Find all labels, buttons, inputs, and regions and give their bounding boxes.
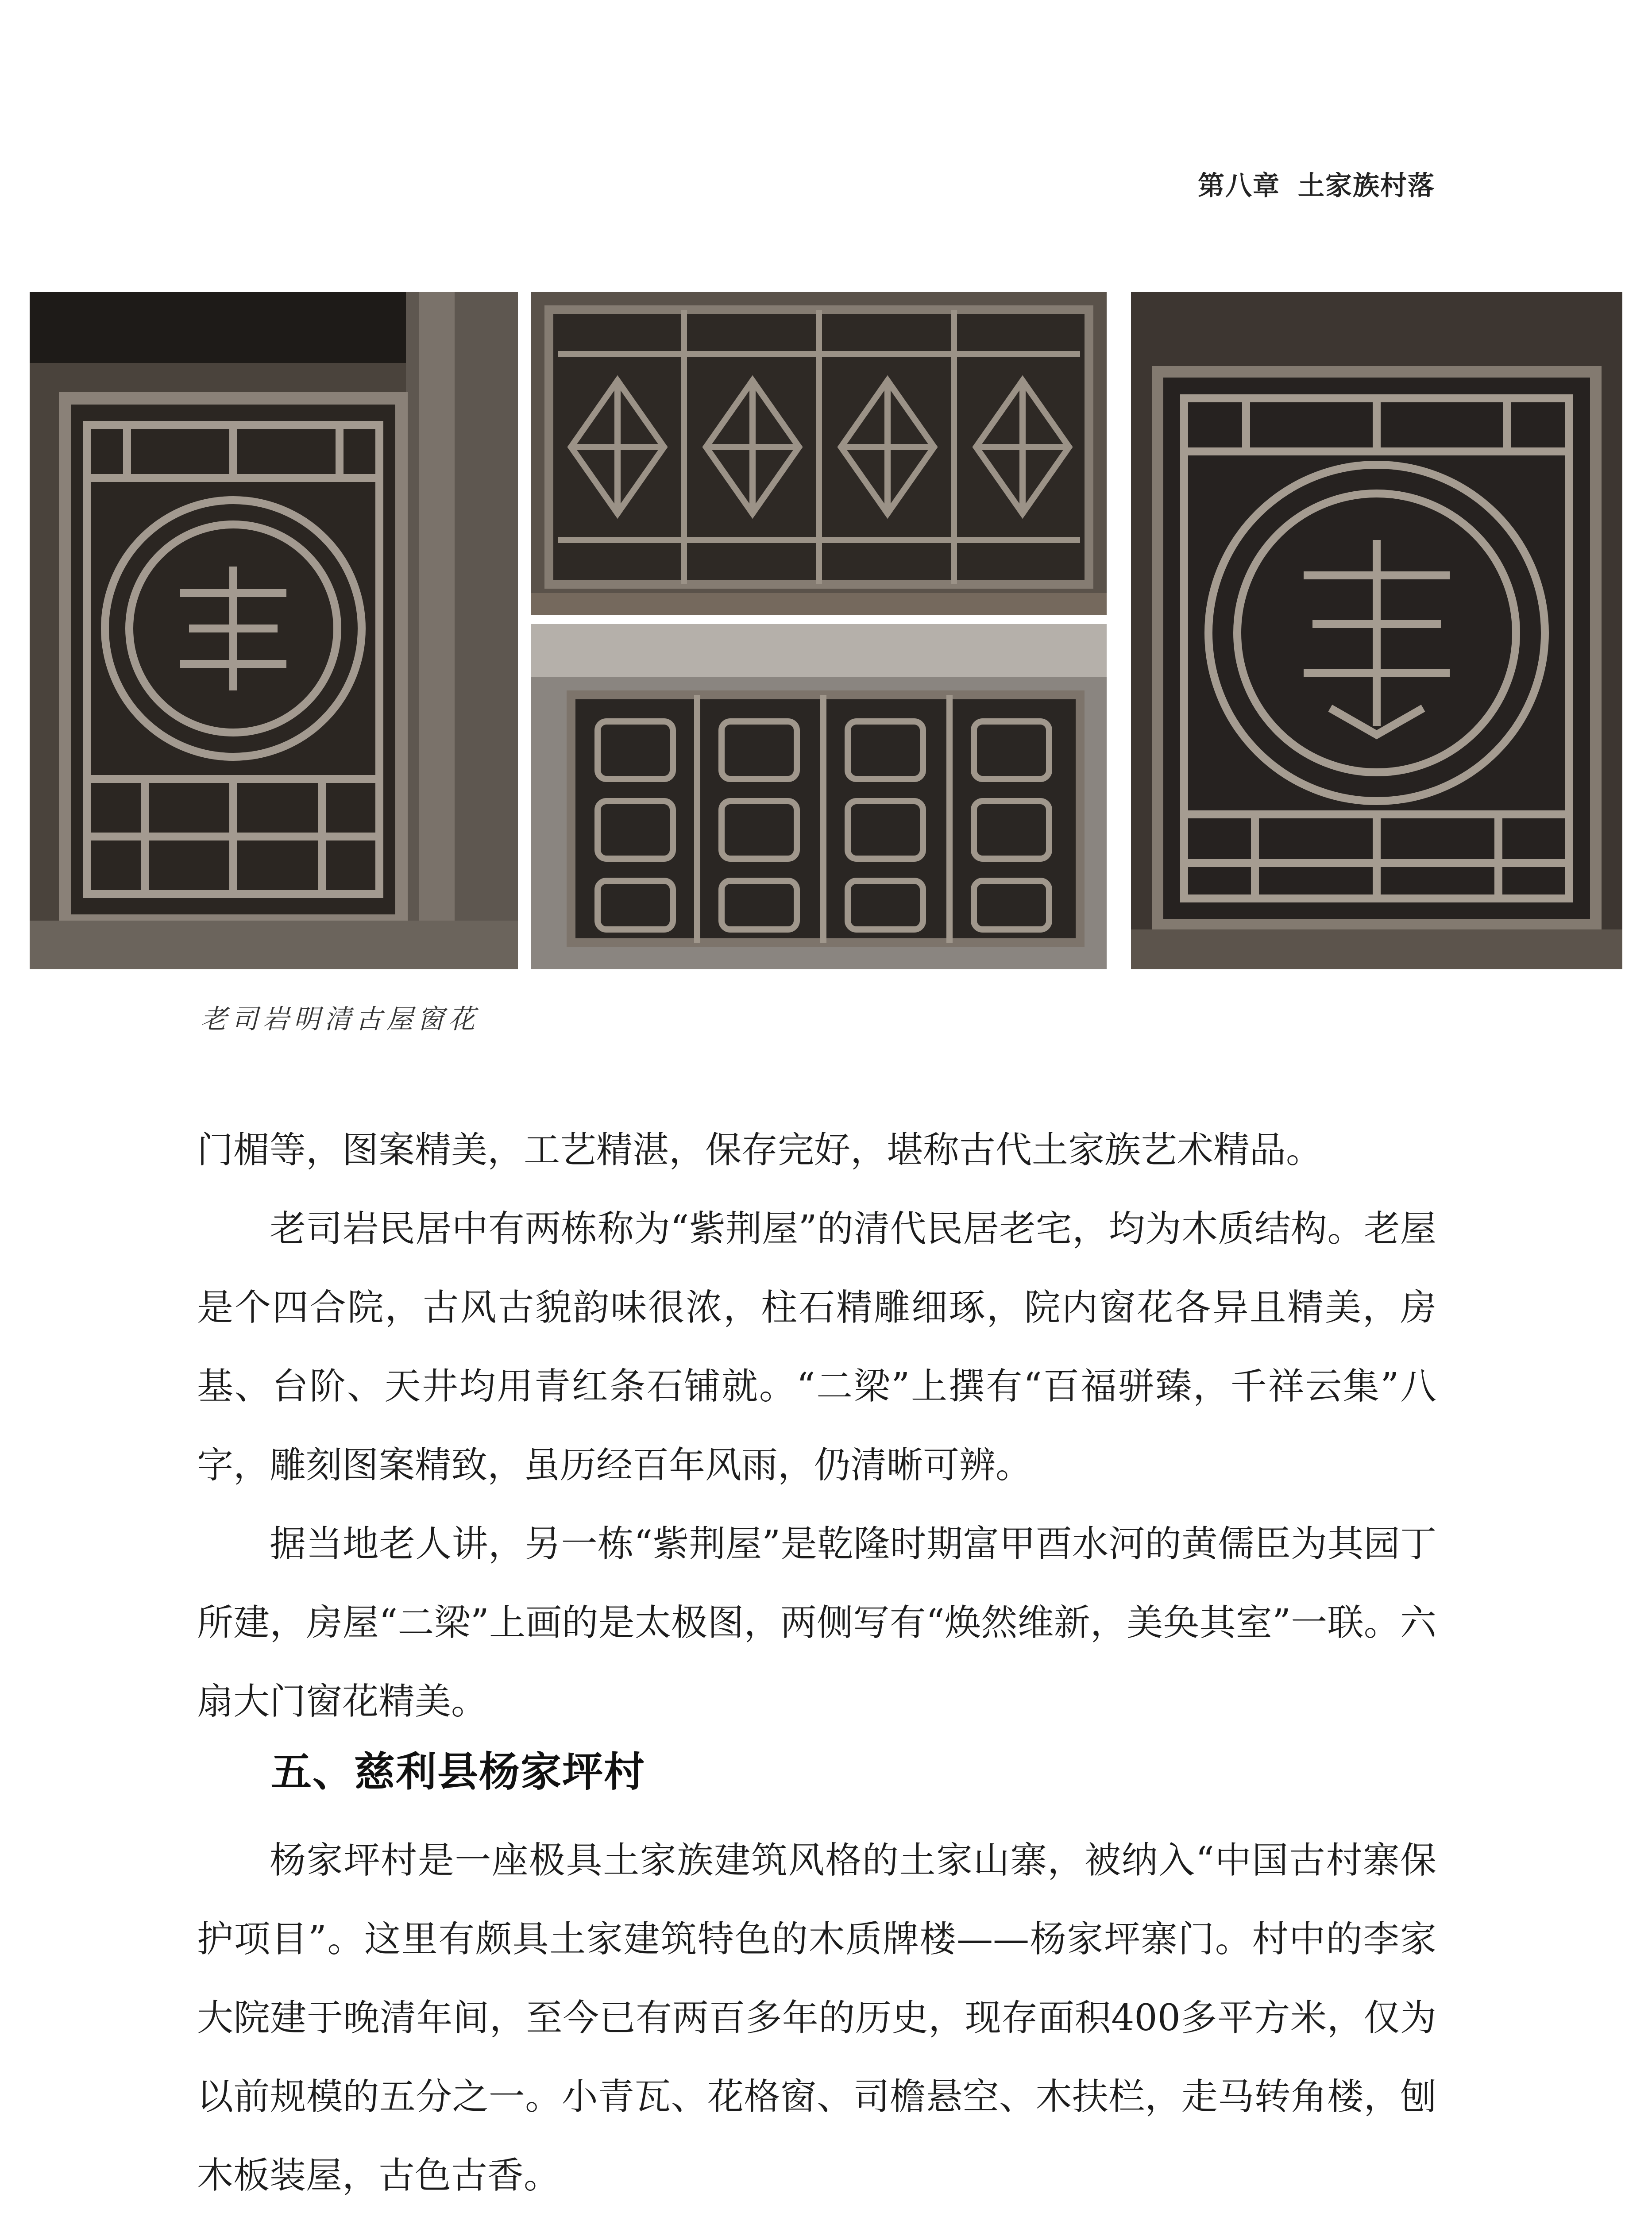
figure-caption: 老司岩明清古屋窗花 [201, 1004, 479, 1035]
lattice-window-round-shou-large-photo [1131, 292, 1622, 969]
lattice-window-four-panel-floral-photo [531, 292, 1107, 615]
paragraph-second-zijing-house: 据当地老人讲，另一栋“紫荆屋”是乾隆时期富甲酉水河的黄儒臣为其园丁所建，房屋“二梁”上画的是太极图，两侧写有“焕然维新，美奂其室”一联。六扇大门窗花精美。 [197, 1523, 1436, 1723]
paragraph-yangjiaping: 杨家坪村是一座极具土家族建筑风格的土家山寨，被纳入“中国古村寨保护项目”。这里有颇具土家建筑特色的木质牌楼——杨家坪寨门。村中的李家大院建于晚清年间，至今已有两百多年的历史，现存面积400多平方米，仅为以前规模的五分之一。小青瓦、花格窗、司檐悬空、木扶栏，走马转角楼，刨木板装屋，古色古香。 [197, 1839, 1436, 2197]
body-text-section [197, 1821, 1436, 2213]
paragraph-zijing-houses: 老司岩民居中有两栋称为“紫荆屋”的清代民居老宅，均为木质结构。老屋是个四合院，古风古貌韵味很浓，柱石精雕细琢，院内窗花各异且精美，房基、台阶、天井均用青红条石铺就。“二梁”上撰有“百福骈臻，千祥云集”八字，雕刻图案精致，虽历经百年风雨，仍清晰可辨。 [197, 1208, 1436, 1486]
chapter-label: 第八章 [1198, 170, 1280, 201]
lattice-window-four-panel-linked-photo [531, 624, 1107, 969]
body-text-top [197, 1111, 1436, 1741]
section-heading: 五、慈利县杨家坪村 [271, 1748, 646, 1796]
chapter-title: 土家族村落 [1298, 170, 1435, 201]
running-header [1198, 165, 1435, 203]
lattice-window-round-shou-photo [30, 292, 518, 969]
paragraph-continuation: 门楣等，图案精美，工艺精湛，保存完好，堪称古代土家族艺术精品。 [197, 1129, 1323, 1171]
